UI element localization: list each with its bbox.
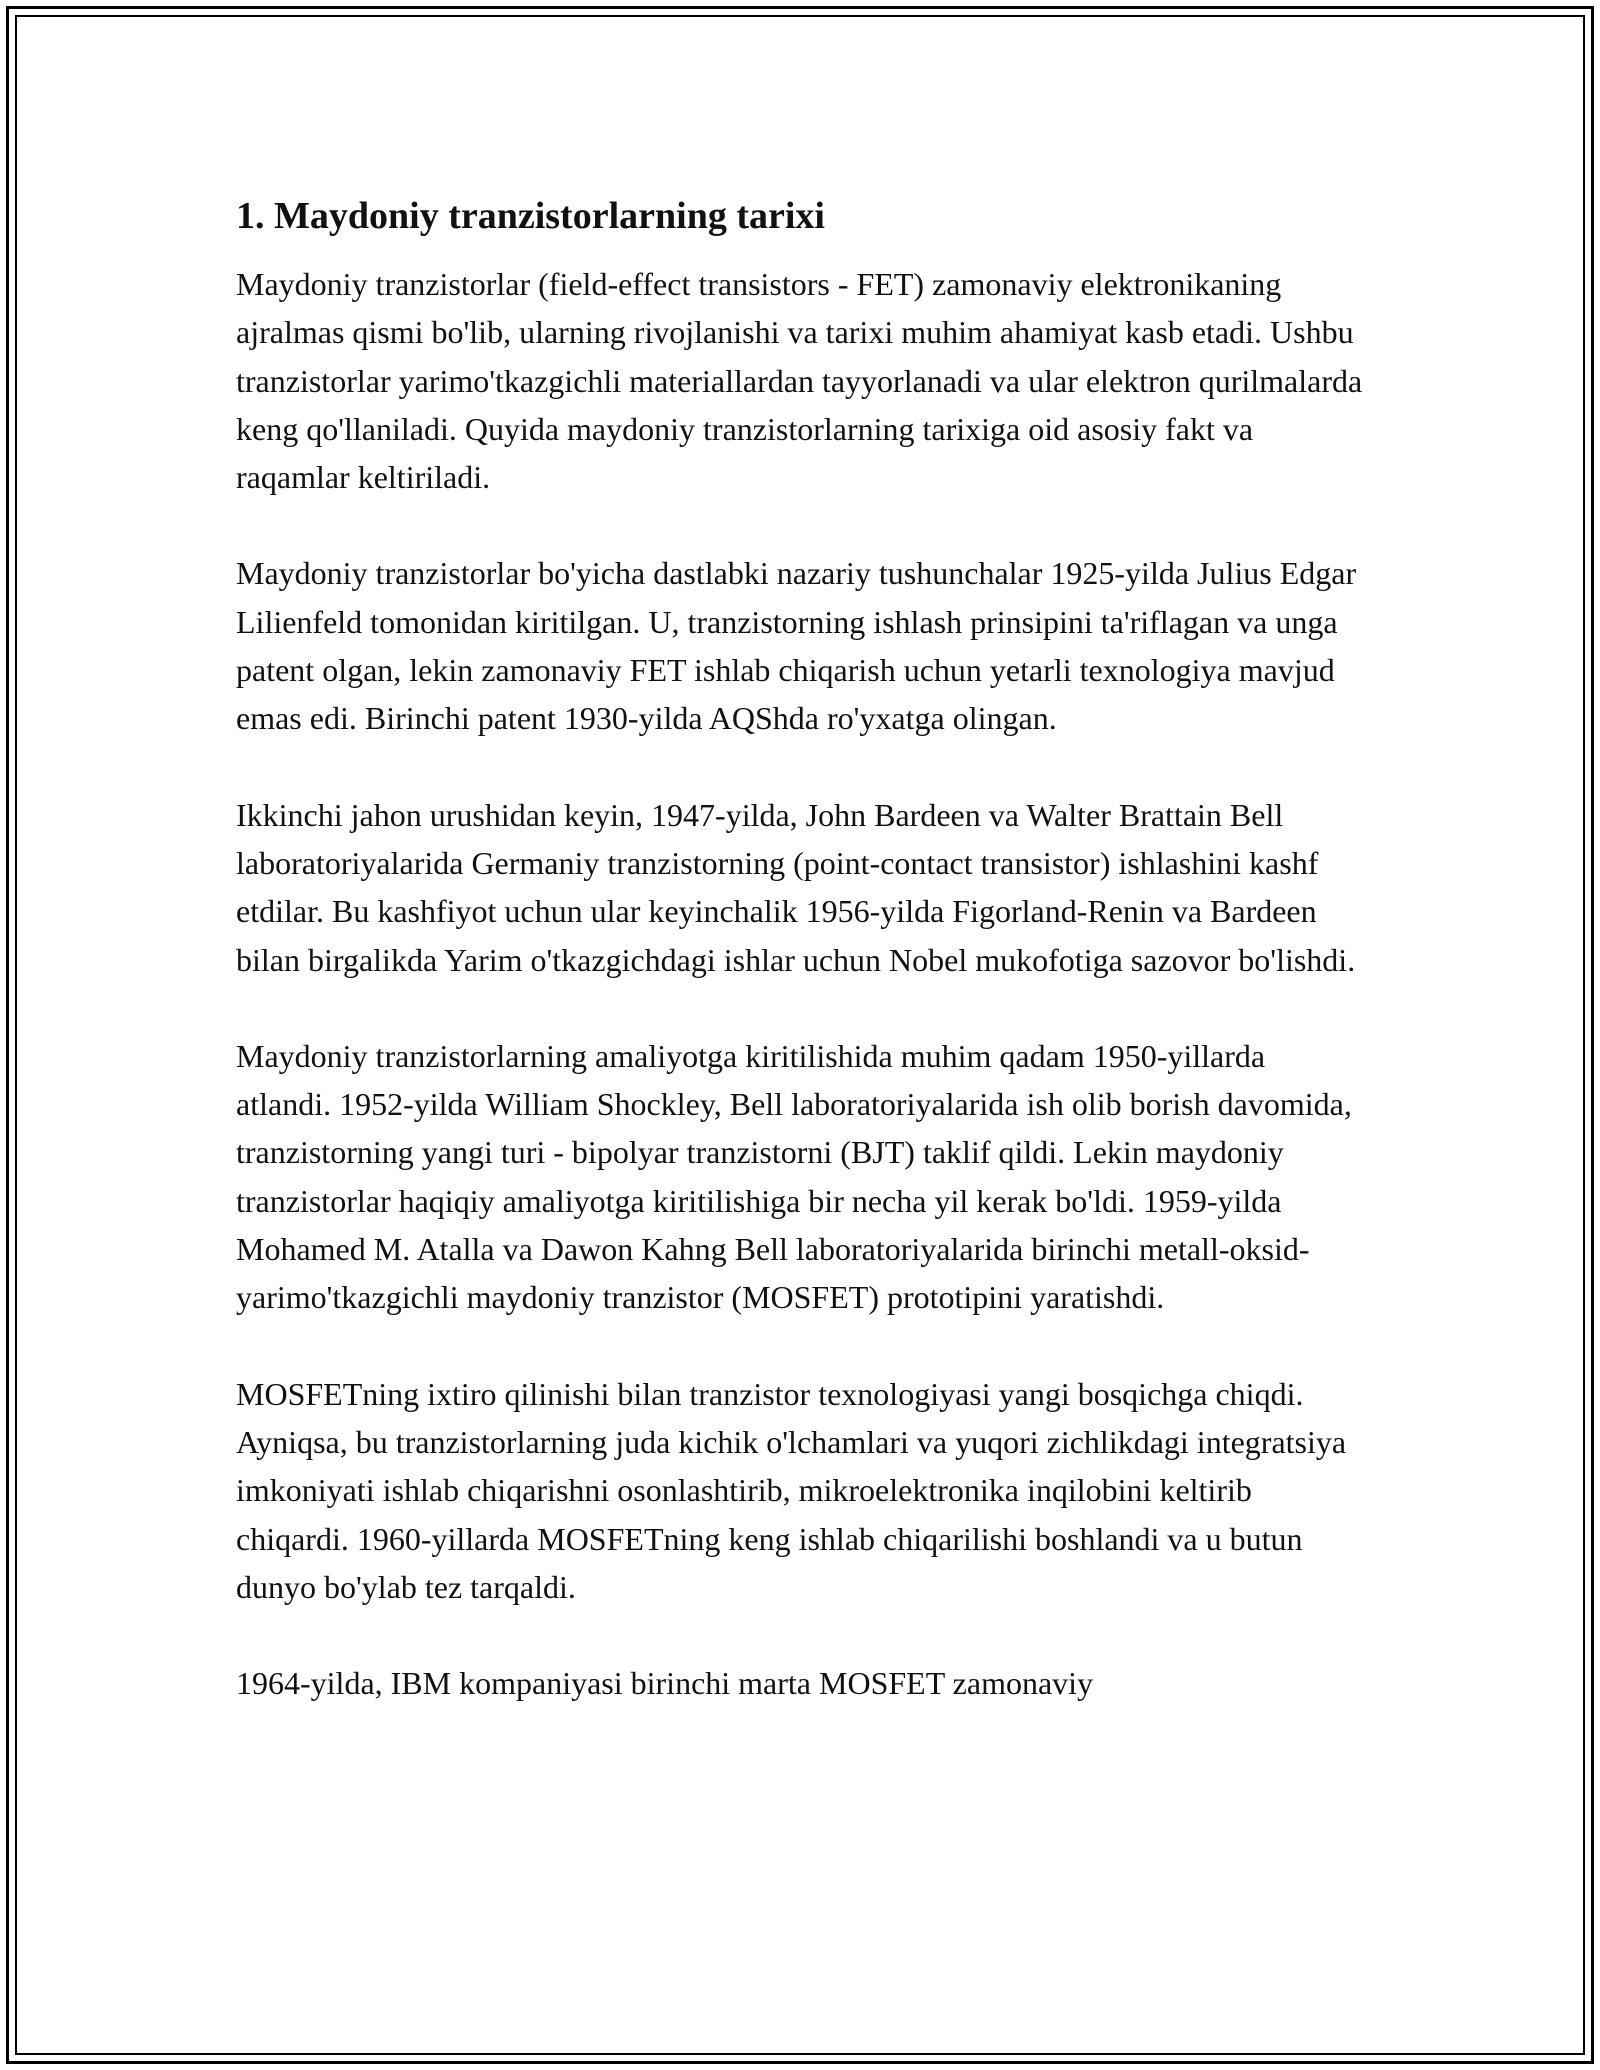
section-title: 1. Maydoniy tranzistorlarning tarixi [236, 195, 825, 237]
paragraph-intro: Maydoniy tranzistorlar (field-effect transistors - FET) zamonaviy elektronikaning ajralmas qismi bo'lib, ularning rivojlanishi va tarixi muhim ahamiyat kasb etadi. Ushbu tranzistorlar yarimo'tkazgichli materiallardan tayyorlanadi va ular elektron qurilmalarda keng qo'llaniladi. Quyida maydoniy tranzistorlarning tarixiga oid asosiy fakt va raqamlar keltiriladi. [236, 266, 1363, 496]
paragraph-mosfet-prototype: Maydoniy tranzistorlarning amaliyotga kiritilishida muhim qadam 1950-yillarda atlandi. 1952-yilda William Shockley, Bell laboratoriyalarida ish olib borish davomida, tranzistorning yangi turi - bipolyar tranzistorni (BJT) taklif qildi. Lekin maydoniy tranzistorlar haqiqiy amaliyotga kiritilishiga bir necha yil kerak bo'ldi. 1959-yilda Mohamed M. Atalla va Dawon Kahng Bell laboratoriyalarida birinchi metall-oksid-yarimo'tkazgichli maydoniy tranzistor (MOSFET) prototipini yaratishdi. [236, 1037, 1352, 1316]
paragraph-mosfet-impact: MOSFETning ixtiro qilinishi bilan tranzistor texnologiyasi yangi bosqichga chiqdi. Ayniqsa, bu tranzistorlarning juda kichik o'lchamlari va yuqori zichlikdagi integratsiya imkoniyati ishlab chiqarishni osonlashtirib, mikroelektronika inqilobini keltirib chiqardi. 1960-yillarda MOSFETning keng ishlab chiqarilishi boshlandi va u butun dunyo bo'ylab tez tarqaldi. [236, 1375, 1347, 1605]
paragraph-bardeen-brattain: Ikkinchi jahon urushidan keyin, 1947-yilda, John Bardeen va Walter Brattain Bell laboratoriyalarida Germaniy tranzistorning (point-contact transistor) ishlashini kashf etdilar. Bu kashfiyot uchun ular keyinchalik 1956-yilda Figorland-Renin va Bardeen bilan birgalikda Yarim o'tkazgichdagi ishlar uchun Nobel mukofotiga sazovor bo'lishdi. [236, 796, 1356, 978]
paragraph-lilienfeld: Maydoniy tranzistorlar bo'yicha dastlabki nazariy tushunchalar 1925-yilda Julius Edgar Lilienfeld tomonidan kiritilgan. U, tranzistorning ishlash prinsipini ta'riflagan va unga patent olgan, lekin zamonaviy FET ishlab chiqarish uchun yetarli texnologiya mavjud emas edi. Birinchi patent 1930-yilda AQShda ro'yxatga olingan. [236, 555, 1357, 737]
paragraph-ibm: 1964-yilda, IBM kompaniyasi birinchi marta MOSFET zamonaviy [236, 1665, 1094, 1702]
document-body [236, 190, 1366, 1755]
